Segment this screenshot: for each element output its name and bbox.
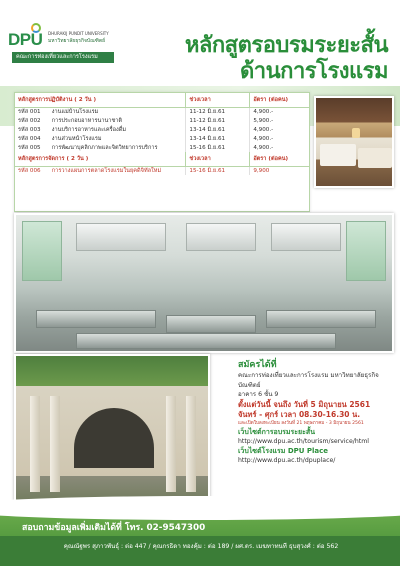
table-row (15, 134, 309, 143)
course-code: รหัส 005 (18, 144, 41, 151)
registration-info (238, 359, 398, 466)
title-line-2: ด้านการโรงแรม (239, 59, 388, 84)
counter-shape (266, 310, 376, 328)
counter-shape (36, 310, 156, 328)
course-date: 13-14 มิ.ย.61 (186, 125, 250, 134)
lamp-shape (352, 128, 360, 138)
course-price: 4,900.- (250, 125, 309, 134)
title-line-1: หลักสูตรอบรมระยะสั้น (184, 33, 388, 58)
practical-heading: หลักสูตรการปฏิบัติงาน ( 2 วัน ) (15, 93, 186, 107)
course-name: งานบริการอาหารและเครื่องดื่ม (51, 126, 127, 133)
table-row (15, 125, 309, 134)
faculty-bar: คณะการท่องเที่ยวและการโรงแรม (12, 52, 114, 63)
table-row (15, 143, 309, 152)
building-line: อาคาร 6 ชั้น 9 (238, 391, 279, 398)
range-hood-shape (271, 223, 341, 251)
course-date: 11-12 มิ.ย.61 (186, 107, 250, 116)
table-row (15, 166, 309, 175)
logo-university-en: DHURAKIJ PUNDIT UNIVERSITY (48, 31, 109, 36)
course-table-panel (14, 92, 310, 212)
course-date: 11-12 มิ.ย.61 (186, 116, 250, 125)
bed-shape (358, 148, 392, 168)
footer-curve (0, 496, 400, 520)
course-date: 15-16 มิ.ย.61 (186, 166, 250, 175)
course-price: 9,900 (250, 166, 309, 175)
course-price: 4,900.- (250, 143, 309, 152)
table-row (15, 116, 309, 125)
hours-line: จันทร์ - ศุกร์ เวลา 08.30-16.30 น. (238, 409, 361, 419)
window-shape (346, 221, 386, 281)
hotel-room-photo (314, 96, 394, 188)
course-name: งานส่วนหน้าโรงแรม (51, 135, 102, 142)
column-shape (30, 396, 40, 492)
course-name: การพัฒนาบุคลิกภาพและจิตวิทยาการบริการ (51, 144, 158, 151)
website-link[interactable]: http://www.dpu.ac.th/tourism/service/html (238, 437, 369, 445)
table-header-practical (15, 93, 309, 107)
course-name: การวางแผนการตลาดโรงแรมในยุคดิจิทัลใหม่ (51, 167, 162, 174)
course-code: รหัส 001 (18, 108, 41, 115)
course-code: รหัส 003 (18, 126, 41, 133)
course-code: รหัส 006 (18, 167, 41, 174)
counter-shape (166, 315, 256, 333)
range-hood-shape (76, 223, 166, 251)
note-line: และเปิดใบลงทะเบียน ลงวันที่ 21 พฤษภาคม - 3 มิถุนายน 2561 (238, 420, 364, 426)
course-code: รหัส 002 (18, 117, 41, 124)
course-name: งานแม่บ้านโรงแรม (51, 108, 99, 115)
bed-shape (320, 144, 356, 166)
table-row (15, 107, 309, 116)
price-column-header: อัตรา (ต่อคน) (250, 93, 309, 107)
counter-shape (76, 333, 336, 349)
course-date: 13-14 มิ.ย.61 (186, 134, 250, 143)
page-title (138, 33, 388, 85)
range-hood-shape (186, 223, 256, 251)
building-photo (14, 354, 210, 508)
price-column-header: อัตรา (ต่อคน) (250, 152, 309, 166)
faculty-line: คณะการท่องเที่ยวและการโรงแรม มหาวิทยาลัยธุรกิจบัณฑิตย์ (238, 372, 379, 389)
course-code: รหัส 004 (18, 135, 41, 142)
logo-mark: DPU (8, 30, 43, 49)
management-heading: หลักสูตรการจัดการ ( 2 วัน ) (15, 152, 186, 166)
course-table (15, 93, 309, 175)
footer-contact-title: สอบถามข้อมูลเพิ่มเติมได้ที่ โทร. 02-9547300 (22, 523, 206, 533)
apply-heading: สมัครได้ที่ (238, 360, 277, 370)
column-shape (186, 396, 196, 492)
website-label: เว็บไซต์การอบรมระยะสั้น (238, 427, 315, 436)
window-shape (22, 221, 62, 281)
footer-contact-list: คุณณัฐพร สุภาวพันธุ์ : ต่อ 447 / คุณกรธิดา ทองคุ้ม : ต่อ 189 / ผศ.ดร. เมฆทาทนที ธุบสุวงศ์ : ต่อ 562 (63, 543, 339, 550)
logo-university-th: มหาวิทยาลัยธุรกิจบัณฑิตย์ (48, 38, 106, 44)
kitchen-photo (14, 213, 394, 353)
course-name: การประกอบอาหารนานาชาติ (51, 117, 123, 124)
course-price: 4,900.- (250, 134, 309, 143)
hotel-website-link[interactable]: http://www.dpu.ac.th/dpuplace/ (238, 457, 336, 464)
entrance-arch-shape (74, 408, 154, 468)
date-column-header: ช่วงเวลา (186, 93, 250, 107)
deadline-line: ตั้งแต่วันนี้ จนถึง วันที่ 5 มิถุนายน 2561 (238, 399, 371, 409)
logo-swirl-icon (31, 23, 41, 33)
column-shape (166, 396, 176, 492)
course-price: 5,900.- (250, 116, 309, 125)
table-header-management (15, 152, 309, 166)
hotel-website-label: เว็บไซต์โรงแรม DPU Place (238, 447, 329, 455)
course-date: 15-16 มิ.ย.61 (186, 143, 250, 152)
date-column-header: ช่วงเวลา (186, 152, 250, 166)
course-price: 4,900.- (250, 107, 309, 116)
column-shape (50, 396, 60, 492)
